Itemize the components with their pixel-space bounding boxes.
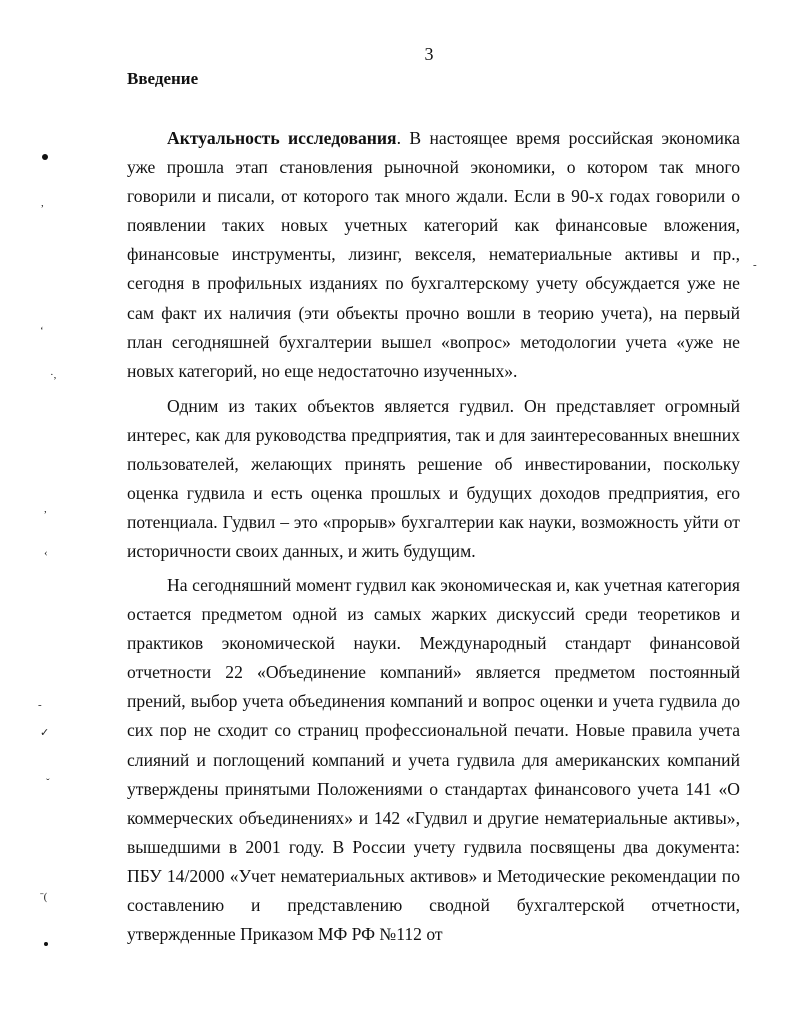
relevance-bold-lead: Актуальность исследования xyxy=(167,128,397,148)
scan-artifact-mark: ˇ xyxy=(46,777,50,789)
scan-artifact-mark: ʻ xyxy=(40,325,44,337)
scan-artifact-mark: , xyxy=(41,197,44,209)
scan-artifact-mark: ˉ( xyxy=(40,891,48,903)
scan-artifact-mark: ·, xyxy=(50,369,57,381)
page-number: 3 xyxy=(424,44,434,64)
scan-artifact-mark: ‹ xyxy=(44,547,48,559)
section-heading: Введение xyxy=(127,69,199,88)
scan-artifact-mark: , xyxy=(44,503,47,515)
paragraph-relevance xyxy=(127,124,740,386)
paragraph-goodwill-discussion xyxy=(127,571,740,949)
paragraph-text: Одним из таких объектов является гудвил. Он представляет огромный интерес, как для руководства предприятия, так и для заинтересованных внешних пользователей, желающих принять решение об инвестировании, поскольку оценка гудвила и есть оценка прошлых и будущих доходов предприятия, его потенциала. Гудвил – это «прорыв» бухгалтерии как науки, возможность уйти от историчности своих данных, и жить будущим. xyxy=(127,396,740,562)
scan-artifact-mark: - xyxy=(753,259,757,271)
scan-artifact-dot xyxy=(44,942,48,946)
paragraph-text: На сегодняшний момент гудвил как экономическая и, как учетная категория остается предметом одной из самых жарких дискуссий среди теоретиков и практиков экономической науки. Международный стандарт финансовой отчетности 22 «Объединение компаний» является предметом постоянный прений, выбор учета объединения компаний и вопрос оценки и учета гудвила до сих пор не сходит со страниц профессиональной печати. Новые правила учета слияний и поглощений компаний и учета гудвила для американских компаний утверждены принятыми Положениями о стандартах финансового учета 141 «О коммерческих объединениях» и 142 «Гудвил и другие нематериальные активы», вышедшими в 2001 году. В России учету гудвила посвящены два документа: ПБУ 14/2000 «Учет нематериальных активов» и Методические рекомендации по составлению и представлению сводной бухгалтерской отчетности, утвержденные Приказом МФ РФ №112 от xyxy=(127,575,740,945)
scan-artifact-mark: - xyxy=(38,699,42,711)
scan-artifact-dot xyxy=(42,154,48,160)
scan-artifact-mark: ✓ xyxy=(40,727,50,739)
paragraph-goodwill-objects xyxy=(127,392,740,567)
relevance-body: . В настоящее время российская экономика уже прошла этап становления рыночной экономики, о котором так много говорили и писали, от которого так много ждали. Если в 90-х годах говорили о появлении таких новых учетных категорий как финансовые вложения, финансовые инструменты, лизинг, векселя, нематериальные активы и пр., сегодня в профильных изданиях по бухгалтерскому учету обсуждается уже не сам факт их наличия (эти объекты прочно вошли в теорию учета), на первый план сегодняшней бухгалтерии вышел «вопрос» методологии учета «уже не новых категорий, но еще недостаточно изученных». xyxy=(127,128,740,381)
paragraph-text xyxy=(127,124,740,386)
